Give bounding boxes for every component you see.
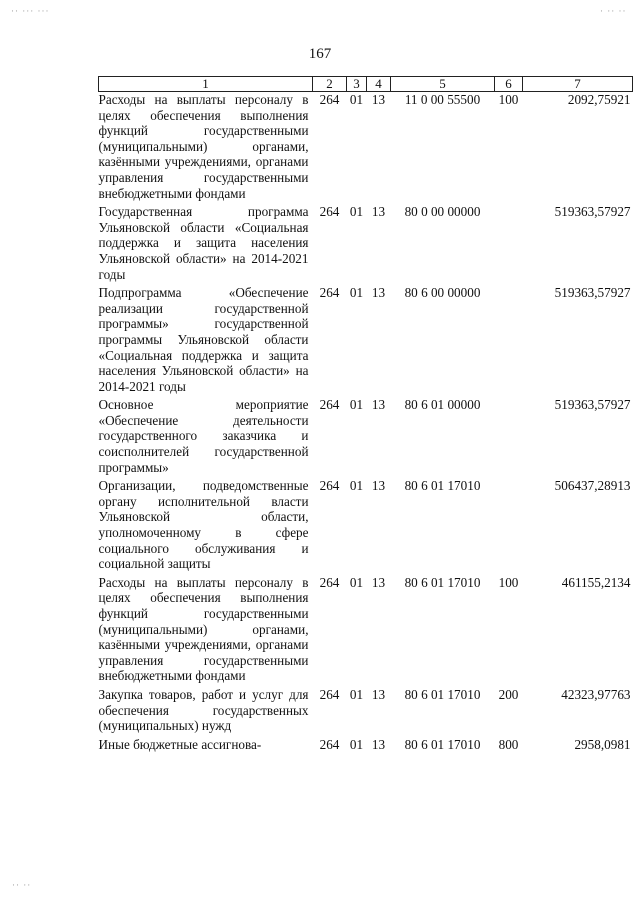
section-code: 01 [349, 285, 364, 301]
expense-code: 100 [498, 574, 519, 590]
ministry-code: 264 [319, 574, 340, 590]
table-row [99, 575, 633, 687]
ministry-code: 264 [319, 92, 340, 107]
subsection-code: 13 [371, 478, 386, 494]
ministry-code: 264 [319, 204, 340, 220]
amount: 519363,57927 [554, 204, 631, 220]
amount: 42323,97763 [561, 686, 631, 702]
page-number: 167 [308, 46, 332, 62]
target-code: 80 6 00 00000 [404, 285, 481, 301]
subsection-code: 13 [371, 204, 386, 220]
row-name: Расходы на выплаты персоналу в целях обеспечения выполнения функций государственными (муниципальными) органами, казёнными учреждениями, органами управления государственными внебюджетными фондами [98, 92, 309, 201]
target-code: 80 6 01 17010 [404, 736, 481, 752]
amount: 506437,28913 [554, 478, 631, 494]
ministry-code: 264 [319, 686, 340, 702]
section-code: 01 [349, 574, 364, 590]
row-name: Подпрограмма «Обеспечение реализации государственной программы» государственной программы Ульяновской области «Социальная поддержка и защита населения Ульяновской области» на 2014-2021 годы [98, 285, 309, 394]
table-row [99, 737, 633, 756]
ministry-code: 264 [319, 397, 340, 413]
subsection-code: 13 [371, 92, 386, 107]
target-code: 80 6 01 17010 [404, 574, 481, 590]
col-header-5: 5 [391, 77, 495, 92]
section-code: 01 [349, 686, 364, 702]
row-name: Закупка товаров, работ и услуг для обеспечения государственных (муниципальных) нужд [98, 686, 309, 734]
section-code: 01 [349, 478, 364, 494]
row-name: Расходы на выплаты персоналу в целях обеспечения выполнения функций государственными (муниципальными) органами, казёнными учреждениями, органами управления государственными внебюджетными фондами [98, 574, 309, 684]
section-code: 01 [349, 397, 364, 413]
row-name: Иные бюджетные ассигнова- [98, 736, 262, 752]
col-header-2: 2 [313, 77, 347, 92]
amount: 519363,57927 [554, 397, 631, 413]
expense-code [495, 285, 523, 397]
table-row [99, 204, 633, 285]
amount: 461155,2134 [561, 574, 631, 590]
target-code: 80 0 00 00000 [404, 204, 481, 220]
expense-code: 100 [498, 92, 519, 107]
col-header-7: 7 [523, 77, 633, 92]
subsection-code: 13 [371, 574, 386, 590]
ministry-code: 264 [319, 478, 340, 494]
target-code: 80 6 01 17010 [404, 686, 481, 702]
section-code: 01 [349, 92, 364, 107]
col-header-6: 6 [495, 77, 523, 92]
subsection-code: 13 [371, 285, 386, 301]
budget-table [98, 76, 633, 755]
table-row [99, 397, 633, 478]
scan-artifact: · ·· ·· [600, 6, 627, 16]
expense-code [495, 478, 523, 575]
header-row [99, 77, 633, 92]
amount: 519363,57927 [554, 285, 631, 301]
row-name: Основное мероприятие «Обеспечение деятельности государственного заказчика и соисполнителей государственной программы» [98, 397, 309, 475]
target-code: 11 0 00 55500 [404, 92, 481, 107]
subsection-code: 13 [371, 397, 386, 413]
scan-artifact: ·· ··· ··· [11, 6, 50, 16]
ministry-code: 264 [319, 736, 340, 752]
ministry-code: 264 [319, 285, 340, 301]
expense-code [495, 397, 523, 478]
section-code: 01 [349, 736, 364, 752]
col-header-3: 3 [347, 77, 367, 92]
expense-code: 200 [498, 686, 519, 702]
table-row [99, 285, 633, 397]
col-header-4: 4 [367, 77, 391, 92]
row-name: Государственная программа Ульяновской области «Социальная поддержка и защита населения Ульяновской области» на 2014-2021 годы [98, 204, 309, 282]
expense-code: 800 [498, 736, 519, 752]
table-row [99, 92, 633, 205]
amount: 2092,75921 [567, 92, 631, 107]
target-code: 80 6 01 00000 [404, 397, 481, 413]
row-name: Организации, подведомственные органу исполнительной власти Ульяновской области, уполномоченному в сфере социального обслуживания и социальной защиты [98, 478, 309, 572]
col-header-1: 1 [99, 77, 313, 92]
target-code: 80 6 01 17010 [404, 478, 481, 494]
table-row [99, 687, 633, 737]
subsection-code: 13 [371, 686, 386, 702]
expense-code [495, 204, 523, 285]
subsection-code: 13 [371, 736, 386, 752]
section-code: 01 [349, 204, 364, 220]
scan-artifact: ·· ·· [12, 880, 32, 890]
amount: 2958,0981 [574, 736, 631, 752]
table-row [99, 478, 633, 575]
